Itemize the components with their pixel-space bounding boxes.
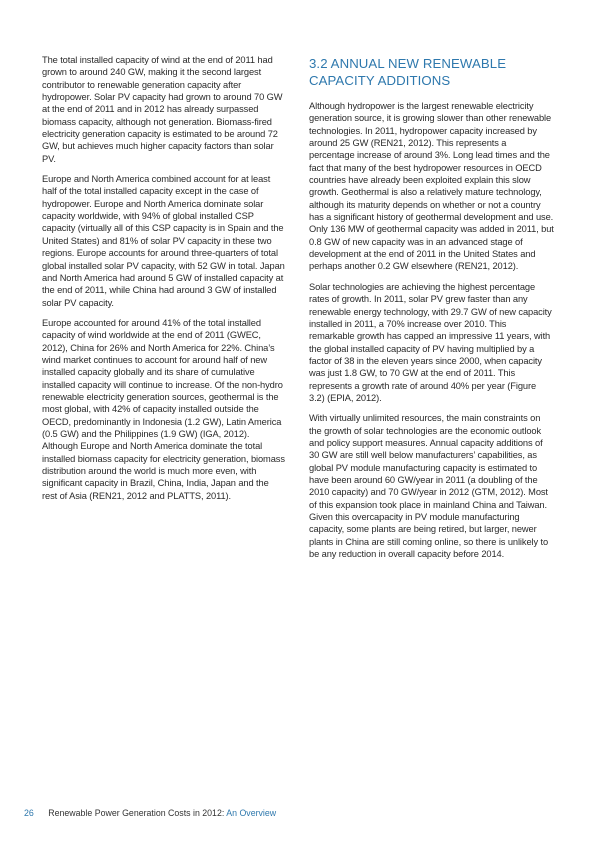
section-heading: 3.2 ANNUAL NEW RENEWABLE CAPACITY ADDITIONS (309, 56, 507, 88)
page-footer (24, 808, 276, 819)
body-paragraph: Although hydropower is the largest renewable electricity generation source, it is growing slower than other renewable technologies. In 2011, hydropower capacity increased by around 25 GW (REN21, 2012). This represents a percentage increase of around 3%. Long lead times and the fact that many of the best hydropower resources in OECD countries have already been exploited explain this slow growth. Geothermal is also a relatively mature technology, although its maturity depends on whether or not a country has a significant history of geothermal development and use. Only 136 MW of geothermal capacity was added in 2011, but 0.8 GW of new capacity was in an advanced stage of development at the end of 2011 in the United States and perhaps another 0.2 GW elsewhere (REN21, 2012). (309, 101, 554, 272)
body-paragraph: The total installed capacity of wind at the end of 2011 had grown to around 240 GW, making it the second largest contributor to renewable generation capacity after hydropower. Solar PV capacity had grown to around 70 GW at the end of 2011 and in 2012 has already surpassed biomass capacity, although not generation. Biomass-fired electricity generation capacity is estimated to be around 72 GW, but achieves much higher capacity factors than solar PV. (42, 55, 283, 164)
footer-subtitle: An Overview (226, 808, 277, 818)
body-paragraph: Europe accounted for around 41% of the total installed capacity of wind worldwide at the end of 2011 (GWEC, 2012), China for 26% and North America for 22%. China’s wind market continues to account for around half of new installed capacity globally and its share of cumulative installed capacity will continue to increase. Of the non-hydro renewable electricity generation sources, geothermal is the most global, with 42% of capacity installed outside the OECD, predominantly in Indonesia (1.2 GW), Latin America (0.5 GW) and the Philippines (1.9 GW) (IGA, 2012). Although Europe and North America dominate the total installed biomass capacity for electricity generation, biomass distribution around the world is much more even, with significant capacity in Brazil, China, India, Japan and the rest of Asia (REN21, 2012 and PLATTS, 2011). (42, 317, 285, 501)
body-paragraph: With virtually unlimited resources, the main constraints on the growth of solar technologies are the economic outlook and policy support measures. Annual capacity additions of 30 GW are still well below manufacturers’ capabilities, as global PV module manufacturing capacity is estimated to have been around 60 GW/year in 2011 (a doubling of the 2010 capacity) and 70 GW/year in 2012 (GTM, 2012). Most of this expansion took place in mainland China and Taiwan. Given this overcapacity in PV module manufacturing capacity, some plants are being retired, but larger, newer plants in China are still coming online, so there is unlikely to be any reduction in overall capacity before 2014. (309, 413, 549, 560)
right-column (309, 55, 554, 568)
left-column (42, 54, 285, 510)
page-number: 26 (24, 808, 34, 818)
body-paragraph: Solar technologies are achieving the highest percentage rates of growth. In 2011, solar PV grew faster than any renewable energy technology, with 29.7 GW of new capacity installed in 2011, a 70% increase over 2010. This remarkable growth has capped an impressive 11 years, with the global installed capacity of PV having multiplied by a factor of 38 in the eleven years since 2000, when capacity was just 1.8 GW, to 70 GW at the end of 2011. This represents a growth rate of around 40% per year (Figure 3.2) (EPIA, 2012). (309, 281, 552, 403)
body-paragraph: Europe and North America combined account for at least half of the total installed capacity except in the case of hydropower. Europe and North America dominate solar capacity worldwide, with 94% of global installed CSP capacity (virtually all of this CSP capacity is in Spain and the United States) and 81% of solar PV capacity in these two regions. Europe accounts for around three-quarters of total global installed solar PV capacity, with 52 GW in total. Japan and North America had around 5 GW of installed capacity at the end of 2011, while China had around 3 GW of installed solar PV capacity. (42, 174, 285, 308)
footer-title: Renewable Power Generation Costs in 2012: (48, 808, 225, 818)
